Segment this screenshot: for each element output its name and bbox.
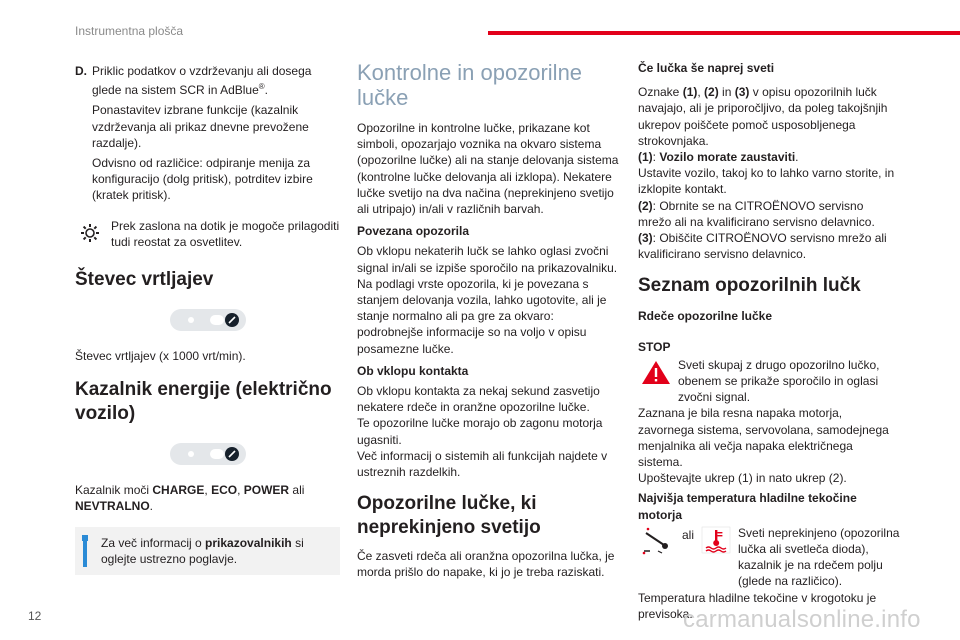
- energy-end: .: [149, 499, 154, 514]
- rev-counter-text: Števec vrtljajev (x 1000 vrt/min).: [75, 349, 246, 364]
- list-letter: D.: [75, 64, 87, 78]
- d-paragraph-1: [92, 63, 340, 98]
- registered-mark: ®: [258, 82, 265, 92]
- d-paragraph-3: Odvisno od različice: odpiranje menija za konfiguracijo (dolg pritisk), potrditev izbire (kratek pritisk).: [92, 156, 313, 203]
- lamp-list-heading: Seznam opozorilnih lučk: [638, 275, 861, 297]
- ref-2: (2): [704, 85, 719, 100]
- text: :: [652, 150, 660, 165]
- energy-sep: ali: [289, 483, 305, 498]
- info-icon: [83, 535, 87, 567]
- list-item-d-text: [92, 63, 340, 208]
- stop-vehicle: Vozilo morate zaustaviti: [659, 150, 796, 165]
- warning-lamps-heading: Kontrolne in opozorilne lučke: [357, 60, 583, 110]
- energy-eco: ECO: [211, 483, 238, 498]
- energy-charge: CHARGE: [152, 483, 205, 498]
- energy-power: POWER: [243, 483, 290, 498]
- subheading: Povezana opozorila: [357, 224, 470, 239]
- paragraph: [638, 149, 900, 165]
- subheading: Ob vklopu kontakta: [357, 363, 469, 378]
- info-box: [75, 527, 340, 575]
- energy-sep: ,: [204, 483, 212, 498]
- page-number: 12: [28, 609, 42, 623]
- info-pre: Za več informacij o: [101, 535, 206, 550]
- touch-note-text: Prek zaslona na dotik je mogoče prilagoditi tudi reostat za osvetlitev.: [111, 218, 340, 249]
- header-accent-bar: [488, 31, 960, 35]
- coolant-thermometer-icon: [638, 525, 674, 555]
- temp-heading: Najvišja temperatura hladilne tekočine motorja: [638, 491, 857, 522]
- info-bold: prikazovalnikih: [205, 535, 292, 550]
- text: in: [718, 85, 735, 100]
- paragraph: Upoštevajte ukrep (1) in nato ukrep (2).: [638, 471, 847, 486]
- list-item-d: [75, 63, 340, 208]
- info-text: [101, 535, 332, 567]
- subheading: Rdeče opozorilne lučke: [638, 309, 773, 324]
- paragraph: Več informacij o sistemih ali funkcijah najdete v ustreznih razdelkih.: [357, 448, 608, 480]
- energy-text: [75, 482, 340, 514]
- touch-note: [75, 218, 340, 250]
- rev-counter-heading: Števec vrtljajev: [75, 269, 214, 291]
- info-post: si oglejte ustrezno poglavje.: [101, 535, 304, 566]
- ref-1: (1): [638, 150, 653, 165]
- subheading: Če lučka še naprej sveti: [638, 61, 775, 75]
- energy-neutral: NEVTRALNO: [75, 499, 150, 514]
- paragraph: [638, 84, 900, 149]
- temp-ali: ali: [682, 527, 695, 542]
- ref-3: (3): [638, 231, 653, 246]
- column-3: [638, 60, 900, 626]
- ref-2: (2): [638, 198, 653, 213]
- energy-heading: Kazalnik energije (električno vozilo): [75, 379, 332, 425]
- stop-text-1-start: Sveti skupaj z drugo opozorilno lučko, obenem se prikaže sporočilo in oglasi zvočni signal.: [678, 357, 880, 405]
- d-text-1: Priklic podatkov o vzdrževanju ali dosega glede na sistem SCR in AdBlue: [92, 64, 312, 98]
- column-2: [357, 60, 620, 585]
- rev-dial-icon: [169, 306, 247, 334]
- paragraph: Na podlagi vrste opozorila, ki je povezana s stanjem delovanja vozila, lahko ugotovite, ali je stanje normalno ali pa gre za okvaro: podrobnejše informacije so na voljo v opisu posamezne lučke.: [357, 276, 607, 356]
- paragraph: Ob vklopu kontakta za nekaj sekund zasvetijo nekatere rdeče in oranžne opozorilne lučke.: [357, 384, 600, 415]
- paragraph: [638, 198, 900, 230]
- temp-text-1: Sveti neprekinjeno (opozorilna lučka ali svetleča dioda), kazalnik je na rdečem polju (glede na različico).: [738, 525, 900, 589]
- paragraph: Te opozorilne lučke morajo ob zagonu motorja ugasniti.: [357, 416, 603, 447]
- stop-label: STOP: [638, 339, 671, 354]
- paragraph: Zaznana je bila resna napaka motorja, zavornega sistema, servovolana, samodejnega menjalnika ali večja napaka električnega sistema.: [638, 406, 889, 470]
- paragraph: Opozorilne in kontrolne lučke, prikazane kot simboli, opozarjajo voznika na okvaro sistema (opozorilne lučke) ali na stanje delovanja sistema (kontrolne lučke delovanja ali izklopa). Nekatere lučke svetijo na dva načina (neprekinjeno svetijo ali utripajo) in/ali v različnih barvah.: [357, 121, 619, 217]
- coolant-temperature-icon: [698, 525, 734, 555]
- gear-touch-icon: [75, 218, 105, 244]
- text: ,: [697, 85, 705, 100]
- d-text-2: .: [264, 83, 269, 98]
- text: Oznake: [638, 85, 683, 100]
- paragraph: Če zasveti rdeča ali oranžna opozorilna lučka, je morda prišlo do napake, ki jo je treba raziskati.: [357, 549, 615, 580]
- warning-triangle-icon: [638, 357, 674, 387]
- energy-text-pre: Kazalnik moči: [75, 483, 153, 498]
- rev-dial-icon: [169, 440, 247, 468]
- energy-sep: ,: [237, 483, 244, 498]
- temp-lamp-row: [638, 525, 900, 590]
- paragraph: Ob vklopu nekaterih lučk se lahko oglasi zvočni signal in/ali se izpiše sporočilo na prikazovalniku.: [357, 244, 618, 275]
- paragraph: Temperatura hladilne tekočine v krogotoku je previsoka.: [638, 590, 877, 621]
- text: .: [795, 150, 799, 165]
- paragraph: Ustavite vozilo, takoj ko to lahko varno storite, in izklopite kontakt.: [638, 166, 895, 197]
- watermark: carmanualsonline.info: [683, 606, 921, 633]
- steady-lamps-heading: Opozorilne lučke, ki neprekinjeno svetijo: [357, 493, 541, 539]
- ref-1: (1): [682, 85, 698, 100]
- stop-lamp-row: [638, 357, 900, 406]
- column-1: [75, 60, 340, 575]
- text: : Obiščite CITROËNOVO servisno mrežo ali kvalificirano servisno delavnico.: [638, 231, 887, 262]
- text: v opisu opozorilnih lučk navajajo, ali je priporočljivo, da poleg takojšnjih ukrepov poiščete pomoč usposobljenega strokovnjaka.: [638, 85, 888, 148]
- paragraph: [638, 230, 900, 262]
- text: : Obrnite se na CITROËNOVO servisno mrežo ali na kvalificirano servisno delavnico.: [638, 198, 875, 229]
- ref-3: (3): [734, 85, 750, 100]
- d-paragraph-2: Ponastavitev izbrane funkcije (kazalnik vzdrževanja ali prikaz dnevne prevožene razdalje).: [92, 103, 309, 150]
- header-title: Instrumentna plošča: [75, 24, 184, 38]
